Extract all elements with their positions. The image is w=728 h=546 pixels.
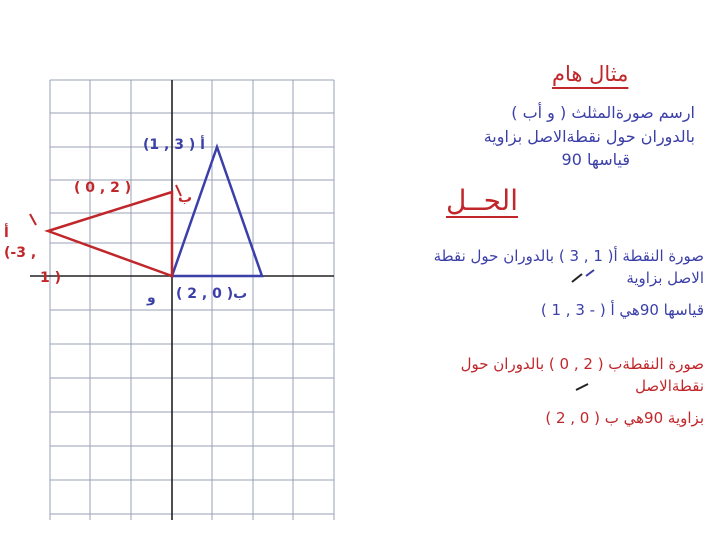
- origin-label: و: [147, 290, 156, 306]
- a-prime-mark: [30, 214, 36, 225]
- prime-mark-b: [570, 376, 600, 396]
- rotated-triangle: [48, 192, 172, 276]
- page-title: مثال هام: [552, 62, 629, 86]
- step2-line-3: بزاوية 90هي ب ( 0 , 2 ): [545, 409, 704, 427]
- point-a-prime-coord-1: (-3 ,: [4, 245, 37, 261]
- problem-line-1: ارسم صورةالمثلث ( و أب ): [511, 103, 695, 122]
- step2-line-2: نقطةالاصل: [635, 377, 704, 395]
- point-b-prime-coord: ( 0 , 2 ): [74, 180, 132, 196]
- point-a-prime-letter: أ: [4, 225, 9, 241]
- point-a-prime-coord-2: 1 ): [40, 270, 62, 286]
- point-a-label: أ ( 3 , 1): [143, 137, 205, 153]
- point-b-prime-letter: ب: [178, 190, 193, 206]
- problem-line-2: بالدوران حول نقطةالاصل بزاوية: [483, 127, 695, 146]
- problem-line-3: قياسها 90: [561, 150, 630, 169]
- prime-mark-a: [566, 266, 596, 288]
- step2-line-1: صورة النقطةب ( 2 , 0 ) بالدوران حول: [460, 355, 704, 373]
- step1-line-3: قياسها 90هي أ ( - 3 , 1 ): [540, 301, 704, 319]
- step1-line-2: الاصل بزاوية: [626, 269, 704, 287]
- original-triangle: [172, 147, 262, 276]
- point-b-label: ب( 0 , 2 ): [176, 286, 248, 302]
- step1-line-1: صورة النقطة أ( 1 , 3 ) بالدوران حول نقطة: [433, 247, 704, 265]
- solution-heading: الحــل: [446, 184, 518, 217]
